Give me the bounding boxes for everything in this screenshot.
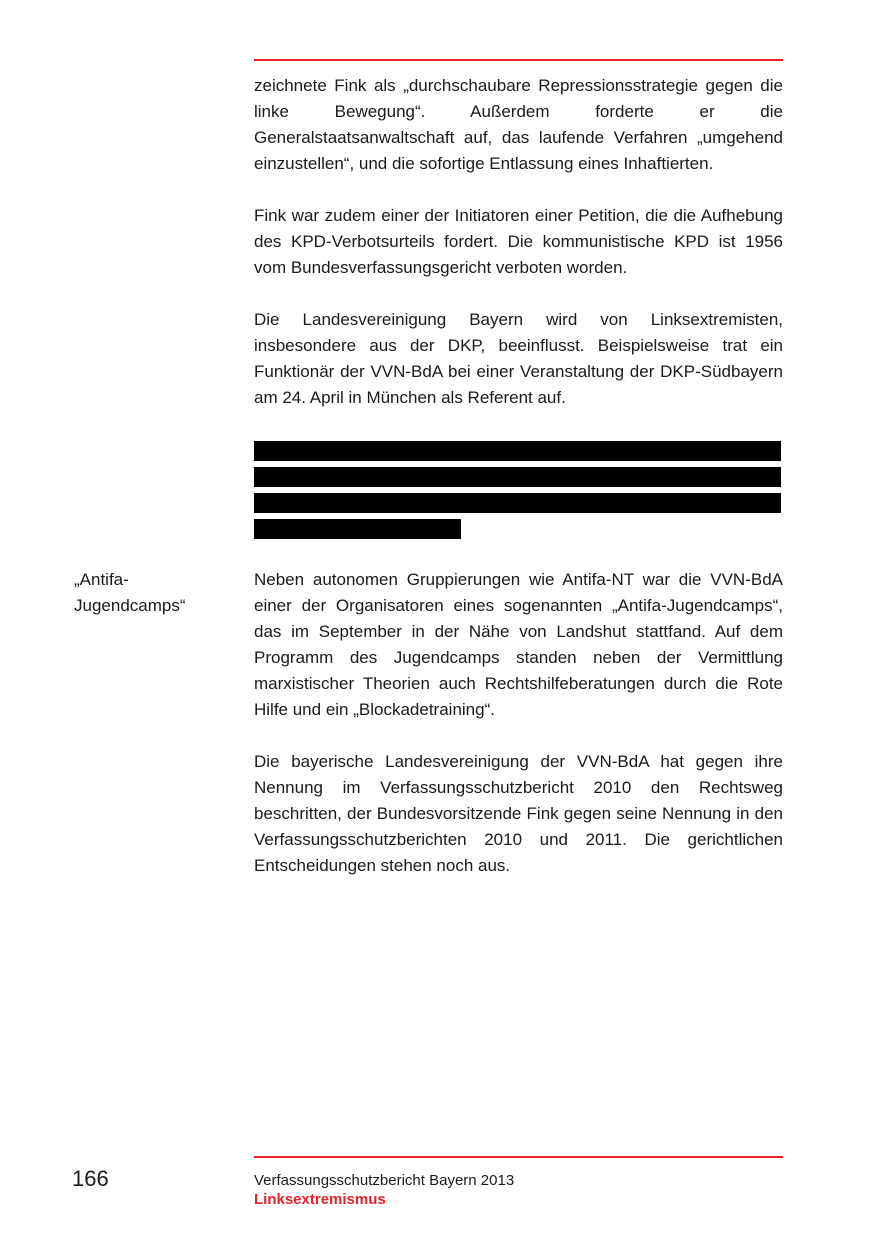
- paragraph-1: zeichnete Fink als „durchschaubare Repressionsstrategie gegen die linke Bewegung“. Außerdem forderte er die Generalstaatsanwaltschaft auf, das laufende Verfahren „umgehend einzustellen“, und die sofortige Entlassung eines Inhaftierten.: [254, 76, 783, 173]
- redaction-bar: [254, 493, 781, 513]
- redaction-bar: [254, 519, 461, 539]
- redaction-bar: [254, 467, 781, 487]
- paragraph-2: Fink war zudem einer der Initiatoren einer Petition, die die Aufhebung des KPD-Verbotsurteils fordert. Die kommunistische KPD ist 1956 vom Bundesverfassungsgericht verboten worden.: [254, 206, 783, 277]
- redaction-bar: [254, 441, 781, 461]
- paragraph-5: Die bayerische Landesvereinigung der VVN-BdA hat gegen ihre Nennung im Verfassungsschutzbericht 2010 den Rechtsweg beschritten, der Bundesvorsitzende Fink gegen seine Nennung in den Verfassungsschutzberichten 2010 und 2011. Die gerichtlichen Entscheidungen stehen noch aus.: [254, 752, 783, 875]
- paragraph-4: Neben autonomen Gruppierungen wie Antifa-NT war die VVN-BdA einer der Organisatoren eines sogenannten „Antifa-Jugendcamps“, das im September in der Nähe von Landshut stattfand. Auf dem Programm des Jugendcamps standen neben der Vermittlung marxistischer Theorien auch Rechtshilfeberatungen durch die Rote Hilfe und ein „Blockadetraining“.: [254, 570, 783, 719]
- footer-rule: [254, 1156, 783, 1158]
- paragraph-3: Die Landesvereinigung Bayern wird von Linksextremisten, insbesondere aus der DKP, beeinflusst. Beispielsweise trat ein Funktionär der VVN-BdA bei einer Veranstaltung der DKP-Südbayern am 24. April in München als Referent auf.: [254, 310, 783, 407]
- footer-section-label: Linksextremismus: [254, 1191, 386, 1208]
- footer-report-title: Verfassungsschutzbericht Bayern 2013: [254, 1172, 515, 1189]
- margin-note: „Antifa- Jugendcamps“: [74, 570, 186, 615]
- page-number: 166: [72, 1166, 109, 1191]
- top-rule: [254, 59, 783, 61]
